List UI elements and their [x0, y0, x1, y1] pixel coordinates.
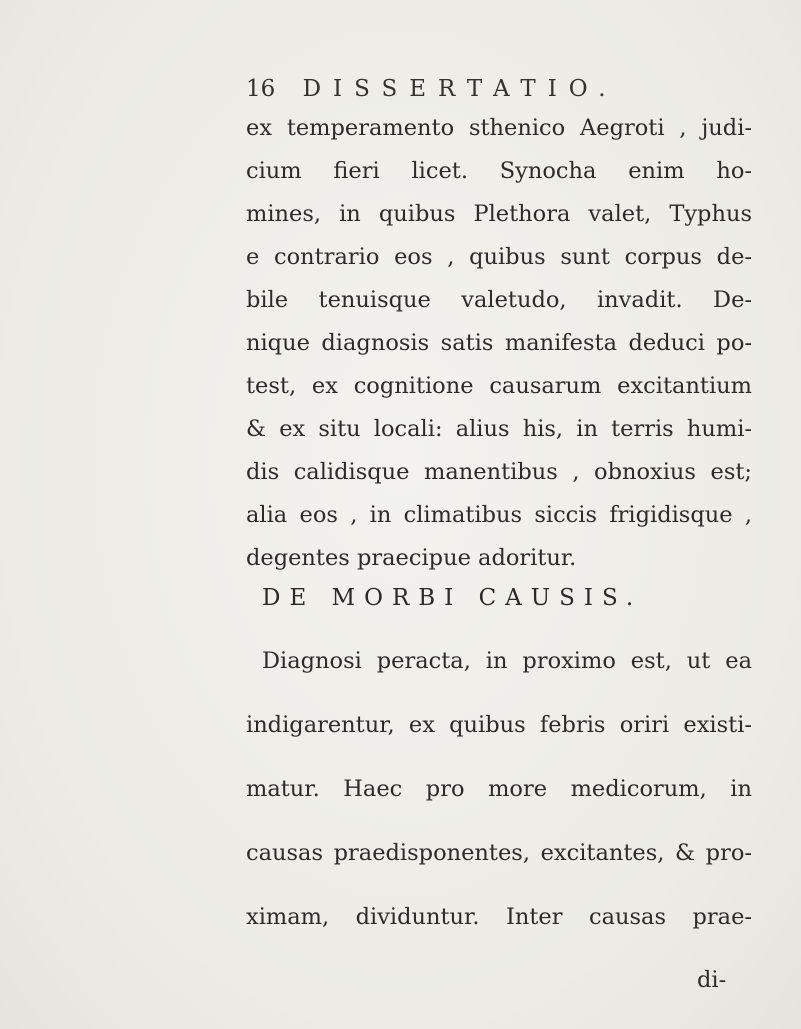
text-line: alia eos , in climatibus siccis frigidisque ,: [246, 502, 752, 528]
text-line: indigarentur, ex quibus febris oriri existi-: [246, 712, 752, 738]
text-line: causas praedisponentes, excitantes, & pro-: [246, 840, 752, 866]
text-line: & ex situ locali: alius his, in terris humi-: [246, 416, 752, 442]
text-line: mines, in quibus Plethora valet, Typhus: [246, 201, 752, 227]
text-line: matur. Haec pro more medicorum, in: [246, 776, 752, 802]
text-line: degentes praecipue adoritur.: [246, 545, 577, 571]
text-line: ex temperamento sthenico Aegroti , judi-: [246, 115, 752, 141]
text-line: ximam, dividuntur. Inter causas prae-: [246, 904, 752, 930]
text-line: dis calidisque manentibus , obnoxius est;: [246, 459, 752, 485]
text-line: test, ex cognitione causarum excitantium: [246, 373, 752, 399]
text-line: cium fieri licet. Synocha enim ho-: [246, 158, 752, 184]
text-line: Diagnosi peracta, in proximo est, ut ea: [262, 648, 752, 674]
text-line: bile tenuisque valetudo, invadit. De-: [246, 287, 752, 313]
catchword: di-: [697, 967, 727, 993]
page-number: 16: [246, 76, 276, 102]
running-title: DISSERTATIO.: [302, 76, 618, 102]
text-line: nique diagnosis satis manifesta deduci po-: [246, 330, 752, 356]
running-header: [246, 76, 618, 102]
text-line: e contrario eos , quibus sunt corpus de-: [246, 244, 752, 270]
section-heading: DE MORBI CAUSIS.: [262, 585, 643, 611]
